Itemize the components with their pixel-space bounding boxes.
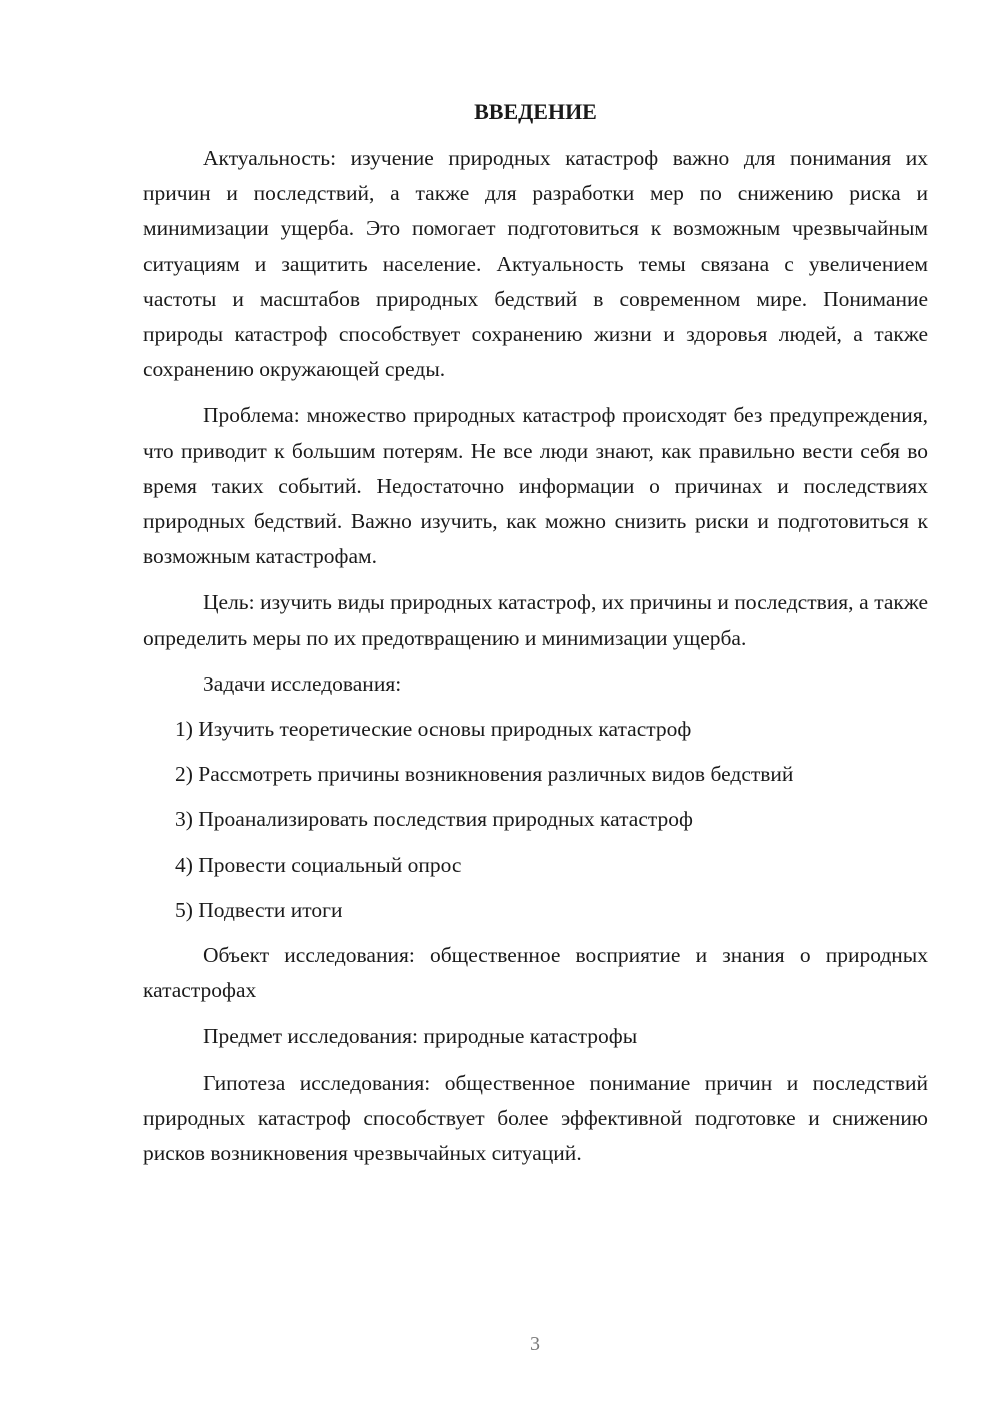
page-content [143, 94, 928, 1182]
task-item: 1) Изучить теоретические основы природных катастроф [175, 717, 692, 742]
tasks-heading: Задачи исследования: [203, 671, 402, 696]
task-item: 2) Рассмотреть причины возникновения различных видов бедствий [175, 762, 794, 787]
page-number: 3 [530, 1333, 540, 1355]
relevance-paragraph: Актуальность: изучение природных катастроф важно для понимания их причин и последствий, а также для разработки мер по снижению риска и минимизации ущерба. Это помогает подготовиться к возможным чрезвычайным ситуациям и защитить население. Актуальность темы связана с увеличением частоты и масштабов природных бедствий в современном мире. Понимание природы катастроф способствует сохранению жизни и здоровья людей, а также сохранению окружающей среды. [143, 146, 928, 382]
task-item: 4) Провести социальный опрос [175, 852, 462, 877]
task-item: 5) Подвести итоги [175, 897, 343, 922]
hypothesis-paragraph: Гипотеза исследования: общественное понимание причин и последствий природных катастроф способствует более эффективной подготовке и снижению рисков возникновения чрезвычайных ситуаций. [143, 1070, 928, 1166]
task-item: 3) Проанализировать последствия природных катастроф [175, 807, 693, 832]
problem-paragraph: Проблема: множество природных катастроф происходят без предупреждения, что приводит к большим потерям. Не все люди знают, как правильно вести себя во время таких событий. Недостаточно информации о причинах и последствиях природных бедствий. Важно изучить, как можно снизить риски и подготовиться к возможным катастрофам. [143, 403, 928, 569]
goal-paragraph: Цель: изучить виды природных катастроф, их причины и последствия, а также определить меры по их предотвращению и минимизации ущерба. [143, 590, 928, 650]
tasks-list [143, 712, 928, 928]
object-paragraph: Объект исследования: общественное восприятие и знания о природных катастрофах [143, 943, 928, 1003]
page-title: ВВЕДЕНИЕ [474, 99, 597, 124]
subject-paragraph: Предмет исследования: природные катастрофы [203, 1024, 638, 1049]
